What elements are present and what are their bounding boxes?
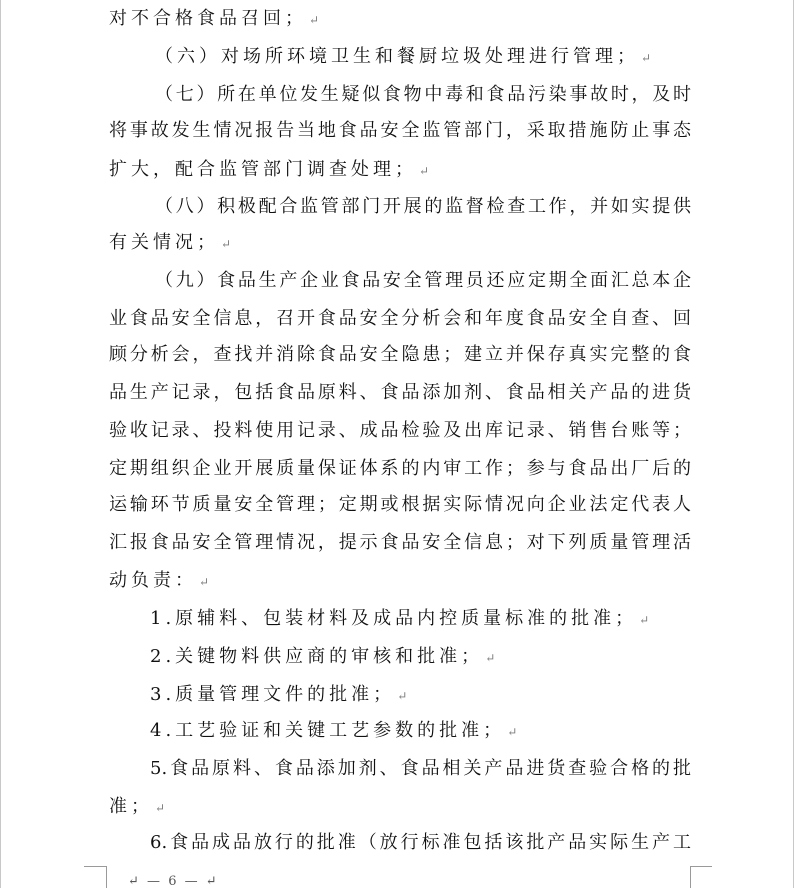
- paragraph-line: [109, 233, 691, 255]
- line-text: 准；: [109, 796, 153, 817]
- crop-mark-right-v: [690, 866, 691, 888]
- line-text: 定期组织企业开展质量保证体系的内审工作；参与食品出厂后的: [109, 458, 691, 479]
- footer-mark-left: ↵: [128, 874, 141, 889]
- paragraph-line: [150, 609, 691, 631]
- line-text: 顾分析会，查找并消除食品安全隐患；建立并保存真实完整的食: [109, 344, 691, 365]
- paragraph-line: [155, 47, 691, 69]
- paragraph-line: [109, 533, 691, 555]
- line-text: 将事故发生情况报告当地食品安全监管部门，采取措施防止事态: [109, 120, 691, 141]
- paragraph-line: [155, 85, 691, 107]
- paragraph-line: [109, 309, 691, 331]
- paragraph-mark-icon: ↵: [199, 575, 210, 589]
- footer-mark-right: ↵: [205, 874, 219, 889]
- paragraph-line: [155, 197, 691, 219]
- crop-mark-right-h: [690, 866, 712, 867]
- line-text: （六）对场所环境卫生和餐厨垃圾处理进行管理；: [155, 46, 639, 67]
- line-text: 业食品安全信息，召开食品安全分析会和年度食品安全自查、回: [109, 308, 691, 329]
- footer-dash-right: —: [184, 874, 200, 889]
- paragraph-line: [109, 571, 691, 593]
- line-text: 4.工艺验证和关键工艺参数的批准；: [150, 720, 506, 741]
- line-text: 有关情况；: [109, 232, 219, 253]
- paragraph-mark-icon: ↵: [485, 651, 496, 665]
- paragraph-line: [109, 495, 691, 517]
- line-text: 验收记录、投料使用记录、成品检验及出库记录、销售台账等；: [109, 420, 691, 441]
- page-number: 6: [168, 874, 179, 889]
- line-text: 汇报食品安全管理情况，提示食品安全信息；对下列质量管理活: [109, 532, 691, 553]
- line-text: （八）积极配合监管部门开展的监督检查工作，并如实提供: [155, 196, 691, 217]
- line-text: 2.关键物料供应商的审核和批准；: [150, 646, 484, 667]
- line-text: （九）食品生产企业食品安全管理员还应定期全面汇总本企: [155, 270, 691, 291]
- paragraph-line: [155, 271, 691, 293]
- paragraph-line: [109, 459, 691, 481]
- line-text: 对不合格食品召回；: [109, 8, 307, 29]
- paragraph-line: [109, 160, 691, 182]
- page-footer: [128, 874, 219, 889]
- paragraph-line: [150, 721, 691, 743]
- paragraph-line: [109, 383, 691, 405]
- line-text: 6.食品成品放行的批准（放行标准包括该批产品实际生产工: [150, 832, 691, 853]
- paragraph-mark-icon: ↵: [419, 164, 430, 178]
- paragraph-line: [109, 345, 691, 367]
- paragraph-line: [150, 685, 691, 707]
- paragraph-line: [109, 9, 691, 31]
- paragraph-mark-icon: ↵: [507, 725, 518, 739]
- line-text: 1.原辅料、包装材料及成品内控质量标准的批准；: [150, 608, 638, 629]
- line-text: 扩大，配合监管部门调查处理；: [109, 159, 417, 180]
- paragraph-line: [150, 759, 691, 781]
- paragraph-line: [109, 121, 691, 143]
- paragraph-mark-icon: ↵: [155, 801, 166, 815]
- footer-dash-left: —: [147, 874, 163, 889]
- page-left-border: [0, 0, 1, 888]
- crop-mark-left-h: [84, 866, 106, 867]
- line-text: 运输环节质量安全管理；定期或根据实际情况向企业法定代表人: [109, 494, 691, 515]
- line-text: （七）所在单位发生疑似食物中毒和食品污染事故时，及时: [155, 84, 691, 105]
- paragraph-line: [109, 797, 691, 819]
- line-text: 3.质量管理文件的批准；: [150, 684, 396, 705]
- paragraph-mark-icon: ↵: [309, 13, 320, 27]
- paragraph-mark-icon: ↵: [639, 613, 650, 627]
- paragraph-mark-icon: ↵: [221, 237, 232, 251]
- paragraph-line: [150, 833, 691, 855]
- line-text: 5.食品原料、食品添加剂、食品相关产品进货查验合格的批: [150, 758, 691, 779]
- paragraph-mark-icon: ↵: [397, 689, 408, 703]
- paragraph-line: [150, 647, 691, 669]
- line-text: 品生产记录，包括食品原料、食品添加剂、食品相关产品的进货: [109, 382, 691, 403]
- line-text: 动负责：: [109, 570, 197, 591]
- crop-mark-left-v: [106, 866, 107, 888]
- paragraph-line: [109, 421, 691, 443]
- paragraph-mark-icon: ↵: [641, 51, 652, 65]
